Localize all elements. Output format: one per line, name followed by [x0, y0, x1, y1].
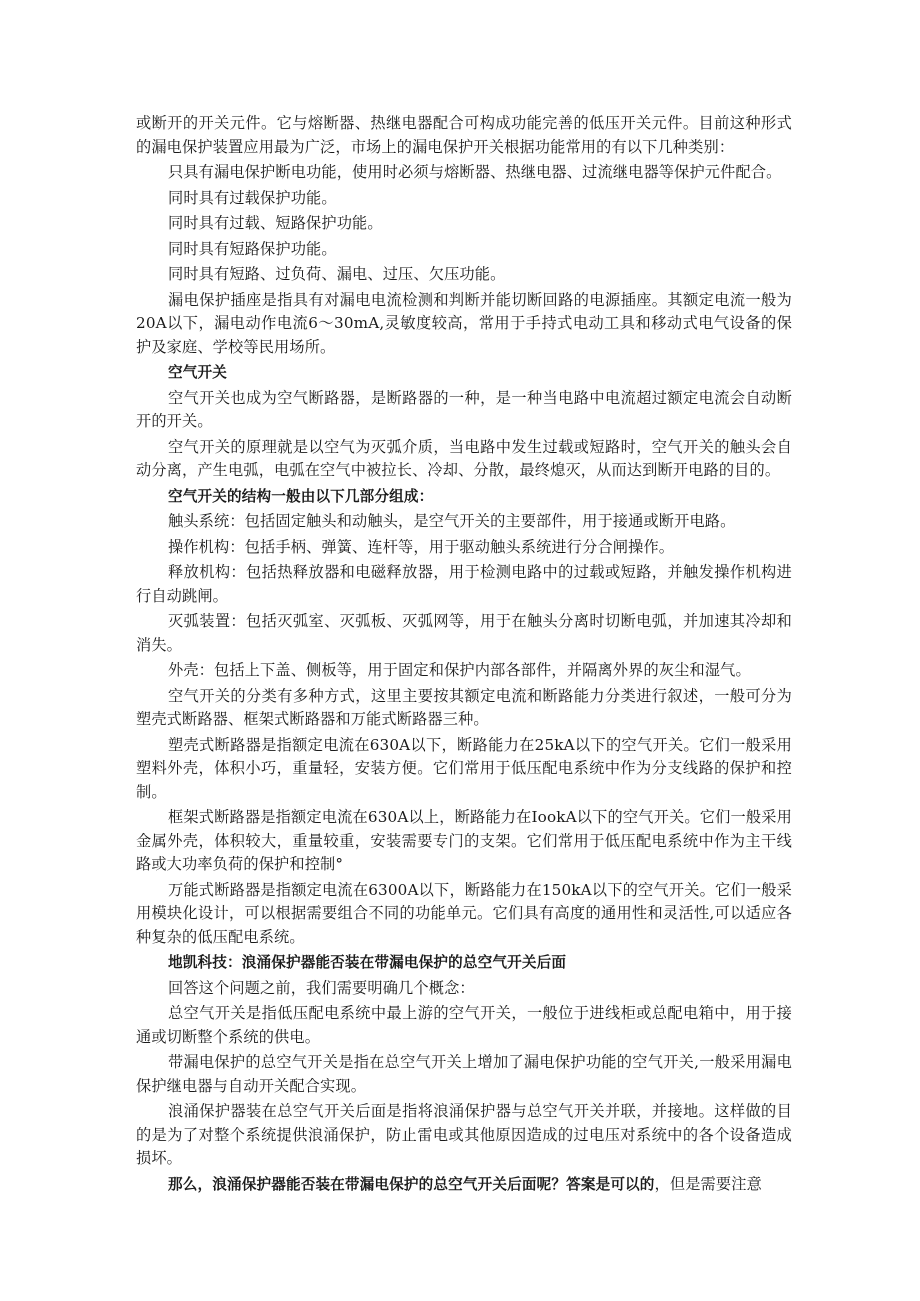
heading-air-switch: 空气开关 — [168, 364, 227, 381]
paragraph-arc-extinguishing: 灭弧装置：包括灭弧室、灭弧板、灭弧网等，用于在触头分离时切断电弧，并加速其冷却和消失。 — [136, 612, 792, 654]
paragraph-answer — [136, 1173, 792, 1197]
paragraph-surge-after-main: 浪涌保护器装在总空气开关后面是指将浪涌保护器与总空气开关并联，并接地。这样做的目的是为了对整个系统提供浪涌保护，防止雷电或其他原因造成的过电压对系统中的各个设备造成损坏。 — [136, 1102, 792, 1167]
heading-surge-protector-question: 地凯科技：浪涌保护器能否装在带漏电保护的总空气开关后面 — [168, 954, 567, 971]
paragraph-category-3: 同时具有过载、短路保护功能。 — [168, 214, 383, 232]
paragraph-enclosure: 外壳：包括上下盖、侧板等，用于固定和保护内部各部件，并隔离外界的灰尘和湿气。 — [168, 661, 751, 679]
paragraph-universal-breaker: 万能式断路器是指额定电流在6300A以下，断路能力在150kA以下的空气开关。它们一般采用模块化设计，可以根据需要组合不同的功能单元。它们具有高度的通用性和灵活性,可以适应各种复杂的低压配电系统。 — [136, 880, 792, 946]
paragraph-air-switch-principle: 空气开关的原理就是以空气为灭弧介质，当电路中发生过载或短路时，空气开关的触头会自动分离，产生电弧，电弧在空气中被拉长、冷却、分散，最终熄灭，从而达到断开电路的目的。 — [136, 437, 792, 479]
paragraph-contact-system: 触头系统：包括固定触头和动触头，是空气开关的主要部件，用于接通或断开电路。 — [168, 512, 736, 530]
heading-air-switch-structure: 空气开关的结构一般由以下几部分组成： — [168, 487, 434, 505]
paragraph-leakage-main-switch: 带漏电保护的总空气开关是指在总空气开关上增加了漏电保护功能的空气开关,一般采用漏电保护继电器与自动开关配合实现。 — [136, 1053, 792, 1095]
paragraph-leakage-socket: 漏电保护插座是指具有对漏电电流检测和判断并能切断回路的电源插座。其额定电流一般为20A以下，漏电动作电流6～30mA,灵敏度较高，常用于手持式电动工具和移动式电气设备的保护及家庭、学校等民用场所。 — [136, 290, 792, 356]
paragraph-category-5: 同时具有短路、过负荷、漏电、过压、欠压功能。 — [168, 265, 506, 283]
paragraph-classification: 空气开关的分类有多种方式，这里主要按其额定电流和断路能力分类进行叙述，一般可分为塑壳式断路器、框架式断路器和万能式断路器三种。 — [136, 686, 792, 728]
paragraph-concepts-intro: 回答这个问题之前，我们需要明确几个概念： — [168, 978, 475, 997]
document-body — [136, 112, 792, 1198]
paragraph-frame-breaker: 框架式断路器是指额定电流在630A以上，断路能力在IookA以下的空气开关。它们一般采用金属外壳，体积较大，重量较重，安装需要专门的支架。它们常用于低压配电系统中作为主干线路或大功率负荷的保护和控制° — [136, 808, 792, 873]
paragraph-category-1: 只具有漏电保护断电功能，使用时必须与熔断器、热继电器、过流继电器等保护元件配合。 — [168, 163, 782, 181]
paragraph-category-2: 同时具有过载保护功能。 — [168, 188, 337, 207]
answer-normal-run: ，但是需要注意 — [654, 1174, 762, 1193]
paragraph-molded-case-breaker: 塑壳式断路器是指额定电流在630A以下，断路能力在25kA以下的空气开关。它们一般采用塑料外壳，体积小巧，重量轻，安装方便。它们常用于低压配电系统中作为分支线路的保护和控制。 — [136, 735, 792, 801]
paragraph-intro-continued: 或断开的开关元件。它与熔断器、热继电器配合可构成功能完善的低压开关元件。目前这种形式的漏电保护装置应用最为广泛，市场上的漏电保护开关根据功能常用的有以下几种类别： — [136, 114, 792, 156]
paragraph-release-mechanism: 释放机构：包括热释放器和电磁释放器，用于检测电路中的过载或短路，并触发操作机构进行自动跳闸。 — [136, 563, 792, 605]
answer-bold-run: 那么，浪涌保护器能否装在带漏电保护的总空气开关后面呢？答案是可以的 — [168, 1175, 655, 1193]
paragraph-air-switch-definition: 空气开关也成为空气断路器，是断路器的一种，是一种当电路中电流超过额定电流会自动断开的开关。 — [136, 388, 792, 430]
paragraph-operating-mechanism: 操作机构：包括手柄、弹簧、连杆等，用于驱动触头系统进行分合闸操作。 — [168, 537, 675, 556]
paragraph-category-4: 同时具有短路保护功能。 — [168, 239, 337, 258]
paragraph-main-air-switch: 总空气开关是指低压配电系统中最上游的空气开关，一般位于进线柜或总配电箱中，用于接通或切断整个系统的供电。 — [136, 1004, 792, 1046]
